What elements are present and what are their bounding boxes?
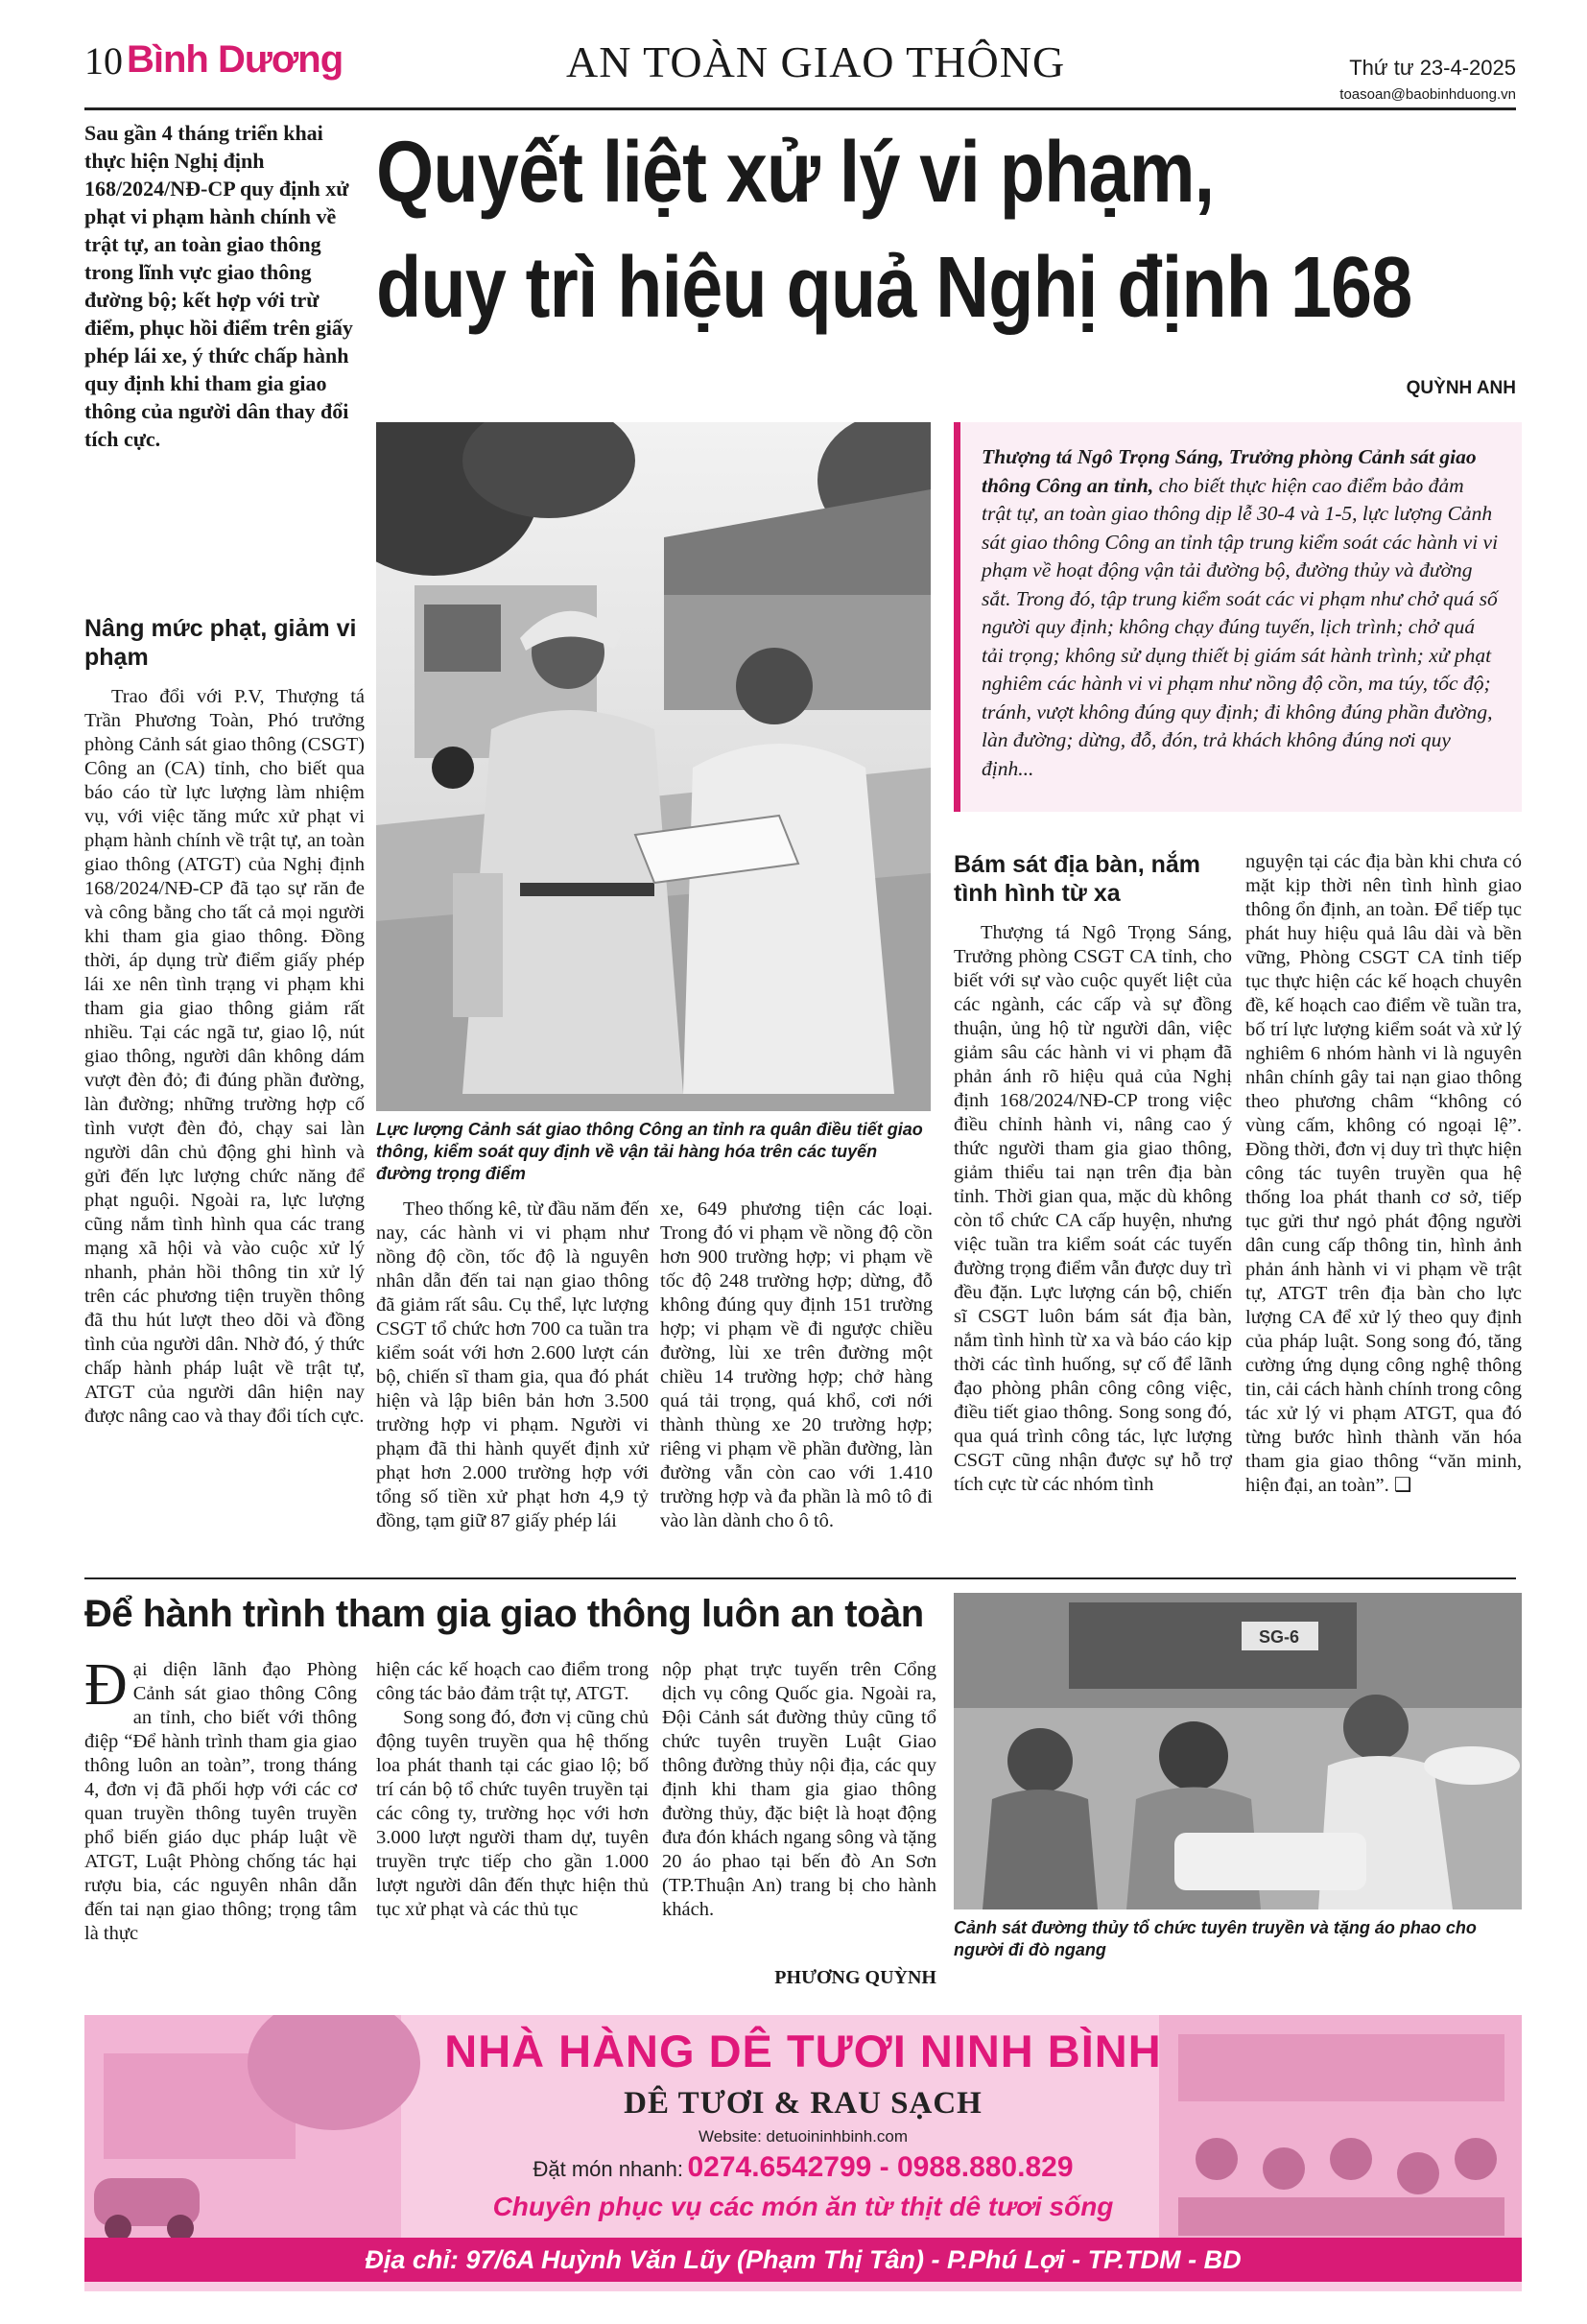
paragraph: xe, 649 phương tiện các loại. Trong đó vi phạm về nồng độ cồn hơn 900 trường hợp; vi phạm về tốc độ 248 trường hợp; dừng, đỗ không đúng quy định 151 trường hợp; vi phạm về đi ngược chiều đường, lùi xe trên đường một chiều 14 trường hợp; chở hàng quá tải trọng, quá khổ, cơi nới thành thùng xe 20 trường hợp; riêng vi phạm về phần đường, làn đường vẫn còn cao với 1.410 trường hợp và đa phần là mô tô đi vào làn dành cho ô tô. (660, 1198, 933, 1531)
article-column-5 (1245, 850, 1522, 1498)
article-headline (376, 115, 1412, 345)
paragraph: Theo thống kê, từ đầu năm đến nay, các hành vi vi phạm như nồng độ cồn, tốc độ là nguyên nhân dẫn đến tai nạn giao thông đã giảm rất sâu. Cụ thể, lực lượng CSGT tổ chức hơn 700 ca tuần tra kiểm soát với hơn 2.600 lượt cán bộ, chiến sĩ tham gia, qua đó phát hiện và lập biên bản hơn 3.500 trường hợp vi phạm. Người vi phạm đã thi hành quyết định xử phạt hơn 2.000 trường hợp với tổng số tiền xử phạt hơn 4,9 tỷ đồng, tạm giữ 87 giấy phép lái (376, 1198, 649, 1531)
contact-email[interactable]: toasoan@baobinhduong.vn (1339, 86, 1516, 103)
drop-cap: Đ (84, 1652, 128, 1718)
headline-line-2: duy trì hiệu quả Nghị định 168 (376, 240, 1412, 336)
paragraph: Trao đổi với P.V, Thượng tá Trần Phương Toàn, Phó trưởng phòng Cảnh sát giao thông (CSGT) Công an (CA) tỉnh, cho biết qua báo cáo từ lực lượng làm nhiệm vụ, với việc tăng mức xử phạt vi phạm hành chính về trật tự, an toàn giao thông (ATGT) của Nghị định 168/2024/NĐ-CP đã tạo sự răn đe và công bằng cho tất cả mọi người khi tham gia giao thông. Đồng thời, áp dụng trừ điểm giấy phép lái xe nên tình trạng vi phạm khi tham gia giao thông giảm rất nhiều. Tại các ngã tư, giao lộ, nút giao thông, người dân không dám vượt đèn đỏ; đi đúng phần đường, làn đường; những trường hợp cố tình vượt đèn đỏ, chạy sai làn người dân chủ động ghi hình và gửi đến lực lượng chức năng để phạt nguội. Ngoài ra, lực lượng cũng nắm tình hình qua các trang mạng xã hội và vào cuộc xử lý nhanh, phản hồi thông tin xử lý trên các phương tiện truyền thông đã thu hút lượt theo dõi và đồng tình của người dân. Nhờ đó, ý thức chấp hành pháp luật về trật tự, ATGT của người dân hiện nay được nâng cao và thay đổi tích cực. (84, 686, 365, 1427)
article2-column-2 (376, 1658, 649, 1922)
photo-illustration (954, 1593, 1522, 1909)
article2-column-3 (662, 1658, 936, 1922)
paragraph: hiện các kế hoạch cao điểm trong công tác bảo đảm trật tự, ATGT. (376, 1659, 649, 1704)
photo-caption-2: Cảnh sát đường thủy tổ chức tuyên truyền và tặng áo phao cho người đi đò ngang (954, 1918, 1477, 1959)
article-column-1 (84, 685, 365, 1429)
subheading-monitoring: Bám sát địa bàn, nắm tình hình từ xa (954, 851, 1201, 907)
article-column-2 (376, 1198, 649, 1533)
ad-phone-row (84, 2151, 1522, 2184)
paragraph (1245, 850, 1522, 1498)
restaurant-advertisement[interactable] (84, 2015, 1522, 2291)
quote-box (954, 422, 1522, 812)
traffic-police-photo (376, 422, 931, 1111)
ad-phone-label: Đặt món nhanh: (533, 2157, 684, 2181)
ad-restaurant-name: NHÀ HÀNG DÊ TƯƠI NINH BÌNH (444, 2026, 1162, 2076)
ad-website[interactable]: Website: detuoininhbinh.com (699, 2127, 908, 2146)
waterway-police-photo (954, 1593, 1522, 1909)
quote-body: cho biết thực hiện cao điểm bảo đảm trật tự, an toàn giao thông dịp lễ 30-4 và 1-5, lực lượng Cảnh sát giao thông Công an tỉnh tập trung kiểm soát các hành vi vi phạm về hoạt động vận tải đường bộ, đường thủy và đường sắt. Trong đó, tập trung kiểm soát các vi phạm như chở quá số người quy định; không chạy đúng tuyến, lịch trình; chở quá tải trọng; không sử dụng thiết bị giám sát hành trình; xử phạt nghiêm các hành vi vi phạm như nồng độ cồn, ma túy, tốc độ; tránh, vượt không đúng quy định; đi không đúng phần đường, làn đường; dừng, đỗ, đón, trả khách không đúng nơi quy định... (982, 473, 1499, 780)
quote-text (982, 443, 1499, 783)
paragraph: Thượng tá Ngô Trọng Sáng, Trưởng phòng CSGT CA tỉnh, cho biết với sự vào cuộc quyết liệt của các ngành, các cấp và sự đồng thuận, ủng hộ từ người dân, việc giảm sâu các hành vi vi phạm đã phản ánh rõ hiệu quả của Nghị định 168/2024/NĐ-CP trong việc điều chỉnh hành vi, nâng cao ý thức người tham gia giao thông, giảm thiểu tai nạn trên địa bàn tỉnh. Thời gian qua, mặc dù không còn tổ chức CA cấp huyện, nhưng việc tuần tra kiểm soát các tuyến đường trọng điểm vẫn được duy trì đều đặn. Lực lượng cán bộ, chiến sĩ CSGT luôn bám sát địa bàn, nắm tình hình từ xa và báo cáo kịp thời các tình huống, sự cố để lãnh đạo phòng phân công công việc, điều tiết giao thông. Song song đó, qua quá trình công tác, lực lượng CSGT cũng nhận được sự hỗ trợ tích cực từ các nhóm tình (954, 922, 1232, 1495)
photo-illustration (376, 422, 931, 1111)
article-column-3 (660, 1198, 933, 1533)
ad-address-bar: Địa chỉ: 97/6A Huỳnh Văn Lũy (Phạm Thị Tân) - P.Phú Lợi - TP.TDM - BD (84, 2238, 1522, 2282)
article2-byline: PHƯƠNG QUỲNH (774, 1967, 936, 1988)
issue-date: Thứ tư 23-4-2025 (1349, 56, 1516, 80)
paragraph: Song song đó, đơn vị cũng chủ động tuyên truyền qua hệ thống loa phát thanh tại các giao lộ; bố trí cán bộ tổ chức tuyên truyền tại các công ty, trường học với hơn 3.000 lượt người tham dự, tuyên truyền trực tiếp cho gần 1.000 lượt người dân đến thực hiện thủ tục xử phạt và các thủ tục (376, 1707, 649, 1920)
quote-lead: Thượng tá Ngô Trọng Sáng, Trưởng phòng Cảnh sát giao thông Công an tỉnh, (982, 445, 1477, 497)
subheading-fines: Nâng mức phạt, giảm vi phạm (84, 615, 357, 671)
ad-service-line: Chuyên phục vụ các món ăn từ thịt dê tươi sống (492, 2192, 1114, 2221)
ad-phone-numbers[interactable]: 0274.6542799 - 0988.880.829 (687, 2151, 1074, 2183)
headline-line-1: Quyết liệt xử lý vi phạm, (376, 125, 1215, 221)
article2-column-1 (84, 1652, 357, 1946)
story-divider (84, 1577, 1516, 1579)
paper-logo: Bình Dương (127, 38, 343, 81)
article-column-4 (954, 921, 1232, 1497)
article-intro: Sau gần 4 tháng triển khai thực hiện Nghị định 168/2024/NĐ-CP quy định xử phạt vi phạm hành chính về trật tự, an toàn giao thông trong lĩnh vực giao thông đường bộ; kết hợp với trừ điểm, phục hồi điểm trên giấy phép lái xe, ý thức chấp hành quy định khi tham gia giao thông của người dân thay đổi tích cực. (84, 121, 353, 451)
boat-registration: SG-6 (1259, 1627, 1300, 1647)
article2-headline: Để hành trình tham gia giao thông luôn an toàn (84, 1593, 924, 1635)
article-byline: QUỲNH ANH (1406, 378, 1516, 398)
section-title: AN TOÀN GIAO THÔNG (566, 37, 1066, 86)
page-number: 10 (84, 39, 123, 83)
photo-caption-1: Lực lượng Cảnh sát giao thông Công an tỉnh ra quân điều tiết giao thông, kiểm soát quy định về vận tải hàng hóa trên các tuyến đường trọng điểm (376, 1120, 923, 1183)
ad-tagline: DÊ TƯƠI & RAU SẠCH (624, 2086, 983, 2121)
masthead-divider (84, 107, 1516, 110)
column-text: ại diện lãnh đạo Phòng Cảnh sát giao thông Công an tỉnh, cho biết với thông điệp “Để hành trình tham gia giao thông luôn an toàn”, trong tháng 4, đơn vị đã phối hợp với các cơ quan truyền thông tuyên truyền phổ biến giáo dục pháp luật về ATGT, Luật Phòng chống tác hại rượu bia, các nguyên nhân dẫn đến tai nạn giao thông; trọng tâm là thực (84, 1659, 357, 1944)
paragraph: nộp phạt trực tuyến trên Cổng dịch vụ công Quốc gia. Ngoài ra, Đội Cảnh sát đường thủy cũng tổ chức tuyên truyền Luật Giao thông đường thủy nội địa, các quy định khi tham gia giao thông đường thủy, đặc biệt là hoạt động đưa đón khách ngang sông và tặng 20 áo phao tại bến đò An Sơn (TP.Thuận An) trang bị cho hành khách. (662, 1659, 936, 1920)
column-text: nguyện tại các địa bàn khi chưa có mặt kịp thời nên tình hình giao thông ổn định, an toàn. Để tiếp tục phát huy hiệu quả lâu dài và bền vững, Phòng CSGT CA tỉnh tiếp tục thực hiện các kế hoạch chuyên đề, kế hoạch cao điểm về tuần tra, bố trí lực lượng kiểm soát và xử lý nghiêm 6 nhóm hành vi là nguyên nhân chính gây tai nạn giao thông theo phương châm “không có vùng cấm, không có ngoại lệ”. Đồng thời, đơn vị duy trì thực hiện công tác tuyên truyền qua hệ thống loa phát thanh cơ sở, tiếp tục gửi thư ngỏ phát động người dân cung cấp thông tin, hình ảnh phản ánh hành vi vi phạm về trật tự, ATGT trên địa bàn cho lực lượng CA để xử lý theo quy định của pháp luật. Song song đó, tăng cường ứng dụng công nghệ thông tin, cải cách hành chính trong công tác xử lý vi phạm ATGT, qua đó từng bước hình thành văn hóa tham gia giao thông “văn minh, hiện đại, an toàn”. (1245, 851, 1522, 1496)
end-mark: ❑ (1393, 1475, 1412, 1496)
